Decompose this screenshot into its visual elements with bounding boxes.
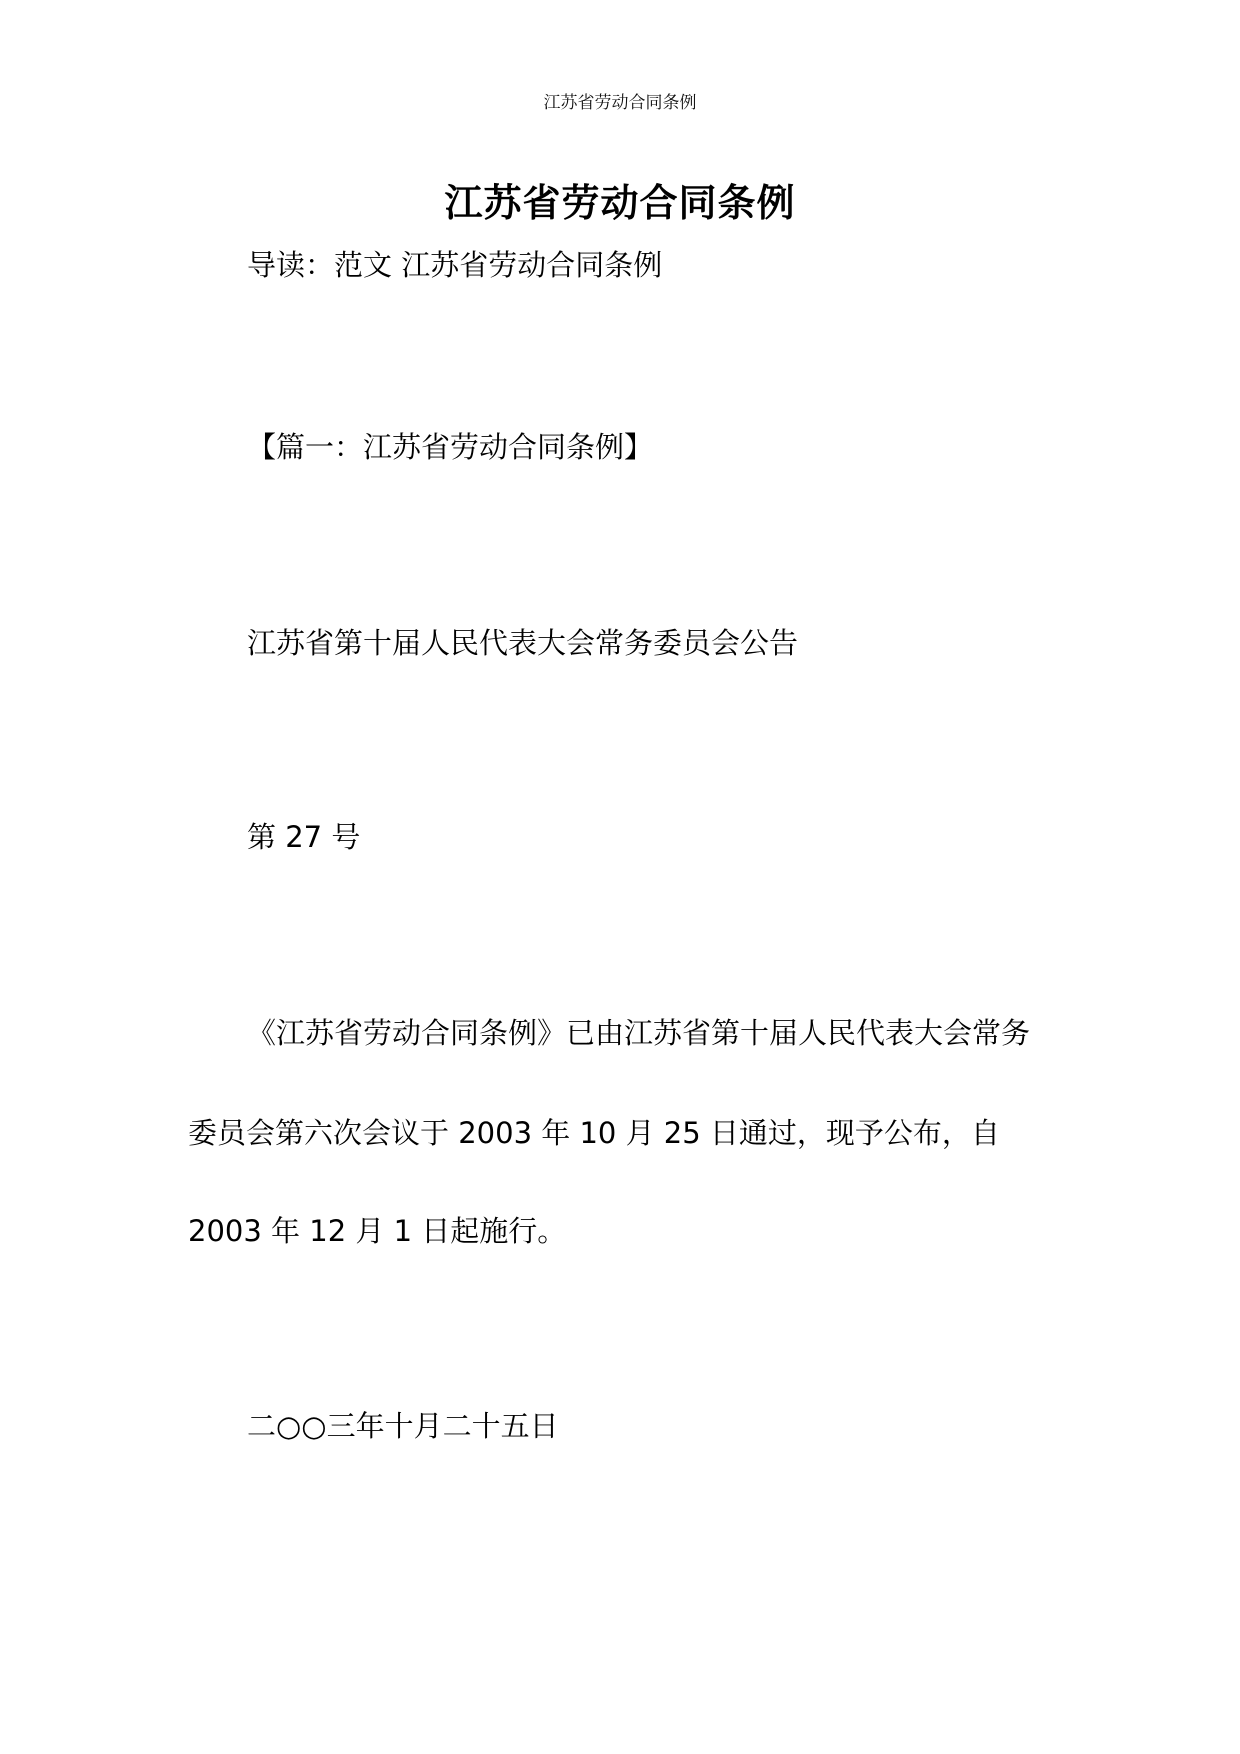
section-heading: 【篇一：江苏省劳动合同条例】 <box>247 430 654 464</box>
announcement-date: 二○○三年十月二十五日 <box>247 1409 559 1443</box>
body-line-3: 2003 年 12 月 1 日起施行。 <box>188 1214 567 1248</box>
intro-line: 导读：范文 江苏省劳动合同条例 <box>247 248 663 282</box>
document-title: 江苏省劳动合同条例 <box>444 180 796 225</box>
running-header: 江苏省劳动合同条例 <box>543 93 697 113</box>
announcement-line: 江苏省第十届人民代表大会常务委员会公告 <box>247 626 799 660</box>
body-line-2: 委员会第六次会议于 2003 年 10 月 25 日通过，现予公布，自 <box>188 1116 1000 1150</box>
body-line-1: 《江苏省劳动合同条例》已由江苏省第十届人民代表大会常务 <box>247 1016 1031 1050</box>
announcement-number: 第 27 号 <box>247 820 361 854</box>
